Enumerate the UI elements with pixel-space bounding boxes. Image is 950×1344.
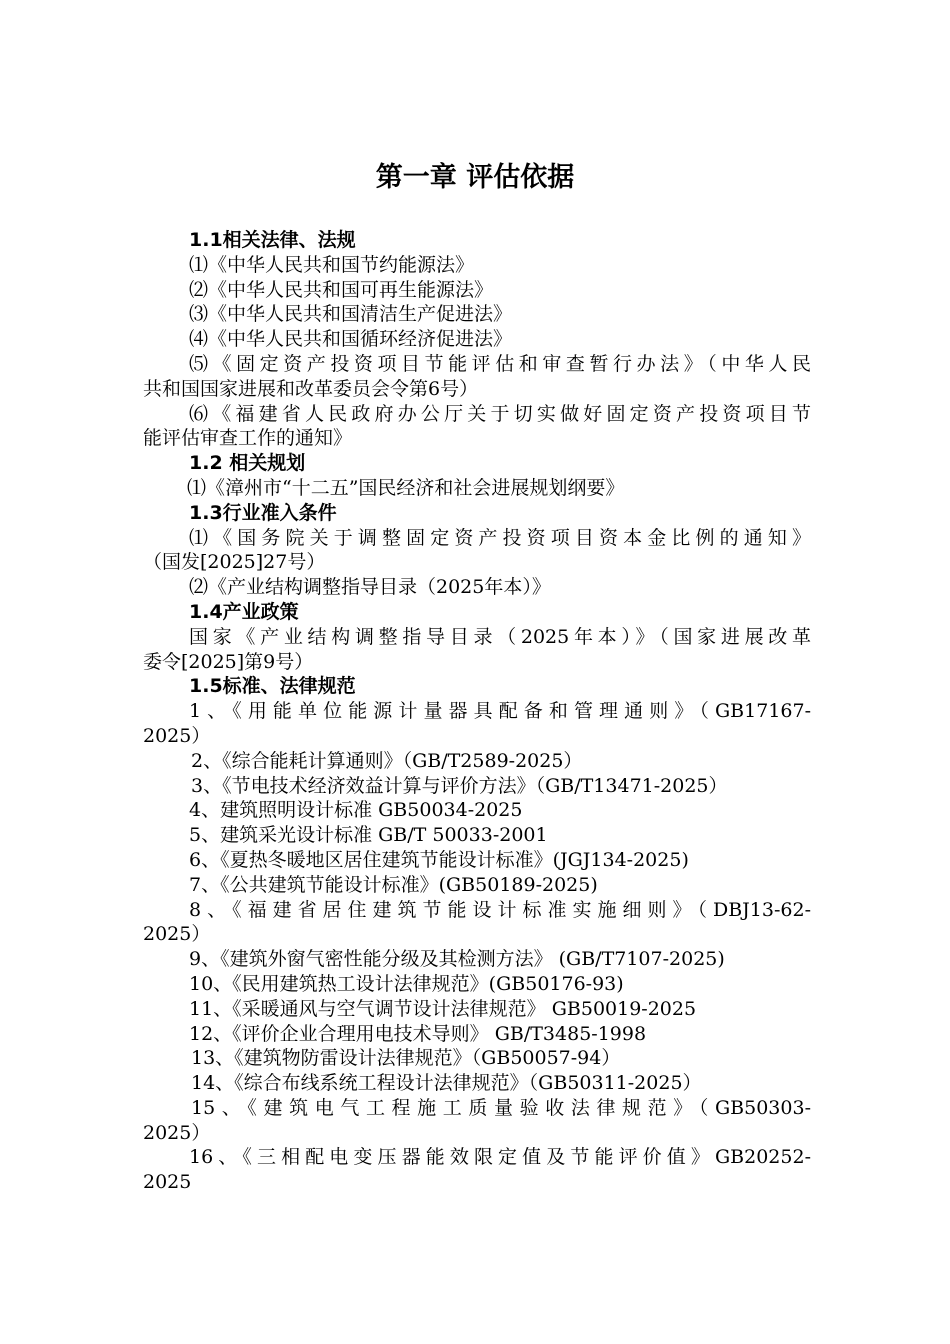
text-line: 委令[2025]第9号） — [143, 650, 314, 673]
text-line: 2025） — [143, 724, 211, 747]
text-line: ⑷《中华人民共和国循环经济促进法》 — [189, 328, 513, 351]
chapter-title: 第一章 评估依据 — [375, 162, 575, 193]
text-line: ⑴《国务院关于调整固定资产投资项目资本金比例的通知》 — [189, 526, 811, 549]
text-line: 5、建筑采光设计标准 GB/T 50033-2001 — [189, 824, 548, 847]
text-line: 14、《综合布线系统工程设计法律规范》（GB50311-2025） — [191, 1072, 702, 1095]
text-line: 国家《产业结构调整指导目录（2025年本）》（国家进展改革 — [189, 625, 811, 648]
text-line: 4、建筑照明设计标准 GB50034-2025 — [189, 799, 523, 822]
text-line: ⑵《中华人民共和国可再生能源法》 — [189, 278, 494, 301]
text-line: 2、《综合能耗计算通则》（GB/T2589-2025） — [191, 749, 583, 772]
text-line: 3、《节电技术经济效益计算与评价方法》（GB/T13471-2025） — [191, 774, 728, 797]
text-line: ⑸《固定资产投资项目节能评估和审查暂行办法》（中华人民 — [189, 352, 811, 375]
body-text — [143, 228, 811, 1195]
text-line: 8、《福建省居住建筑节能设计标准实施细则》（DBJ13-62- — [189, 898, 811, 921]
text-line: 7、《公共建筑节能设计标准》(GB50189-2025) — [189, 873, 598, 896]
text-line: ⑴《漳州市“十二五”国民经济和社会进展规划纲要》 — [187, 476, 625, 499]
section-heading: 1.2 相关规划 — [189, 452, 306, 475]
text-line: （国发[2025]27号） — [143, 551, 326, 574]
text-line: 16、《三相配电变压器能效限定值及节能评价值》GB20252- — [189, 1146, 811, 1169]
text-line: ⑶《中华人民共和国清洁生产促进法》 — [189, 303, 513, 326]
text-line: 2025） — [143, 1121, 211, 1144]
text-line: 10、《民用建筑热工设计法律规范》(GB50176-93) — [189, 972, 624, 995]
text-line: 1、《用能单位能源计量器具配备和管理通则》（GB17167- — [189, 700, 811, 723]
text-line: 2025） — [143, 923, 211, 946]
text-line: 2025 — [143, 1171, 192, 1194]
text-line: 6、《夏热冬暖地区居住建筑节能设计标准》(JGJ134-2025) — [189, 848, 689, 871]
section-heading: 1.3行业准入条件 — [189, 501, 337, 524]
section-heading: 1.4产业政策 — [189, 600, 299, 623]
text-line: ⑴《中华人民共和国节约能源法》 — [189, 253, 475, 276]
text-line: 9、《建筑外窗气密性能分级及其检测方法》 (GB/T7107-2025) — [189, 948, 725, 971]
text-line: ⑵《产业结构调整指导目录（2025年本）》 — [189, 576, 551, 599]
text-line: 能评估审查工作的通知》 — [143, 427, 353, 450]
section-heading: 1.5标准、法律规范 — [189, 675, 356, 698]
section-heading: 1.1相关法律、法规 — [189, 229, 356, 251]
text-line: ⑹《福建省人民政府办公厅关于切实做好固定资产投资项目节 — [189, 402, 811, 425]
text-line: 15、《建筑电气工程施工质量验收法律规范》（GB50303- — [191, 1096, 811, 1119]
text-line: 13、《建筑物防雷设计法律规范》（GB50057-94） — [191, 1047, 621, 1070]
text-line: 12、《评价企业合理用电技术导则》 GB/T3485-1998 — [189, 1022, 647, 1045]
text-line: 11、《采暖通风与空气调节设计法律规范》 GB50019-2025 — [189, 997, 697, 1020]
text-line: 共和国国家进展和改革委员会令第6号） — [143, 377, 479, 400]
